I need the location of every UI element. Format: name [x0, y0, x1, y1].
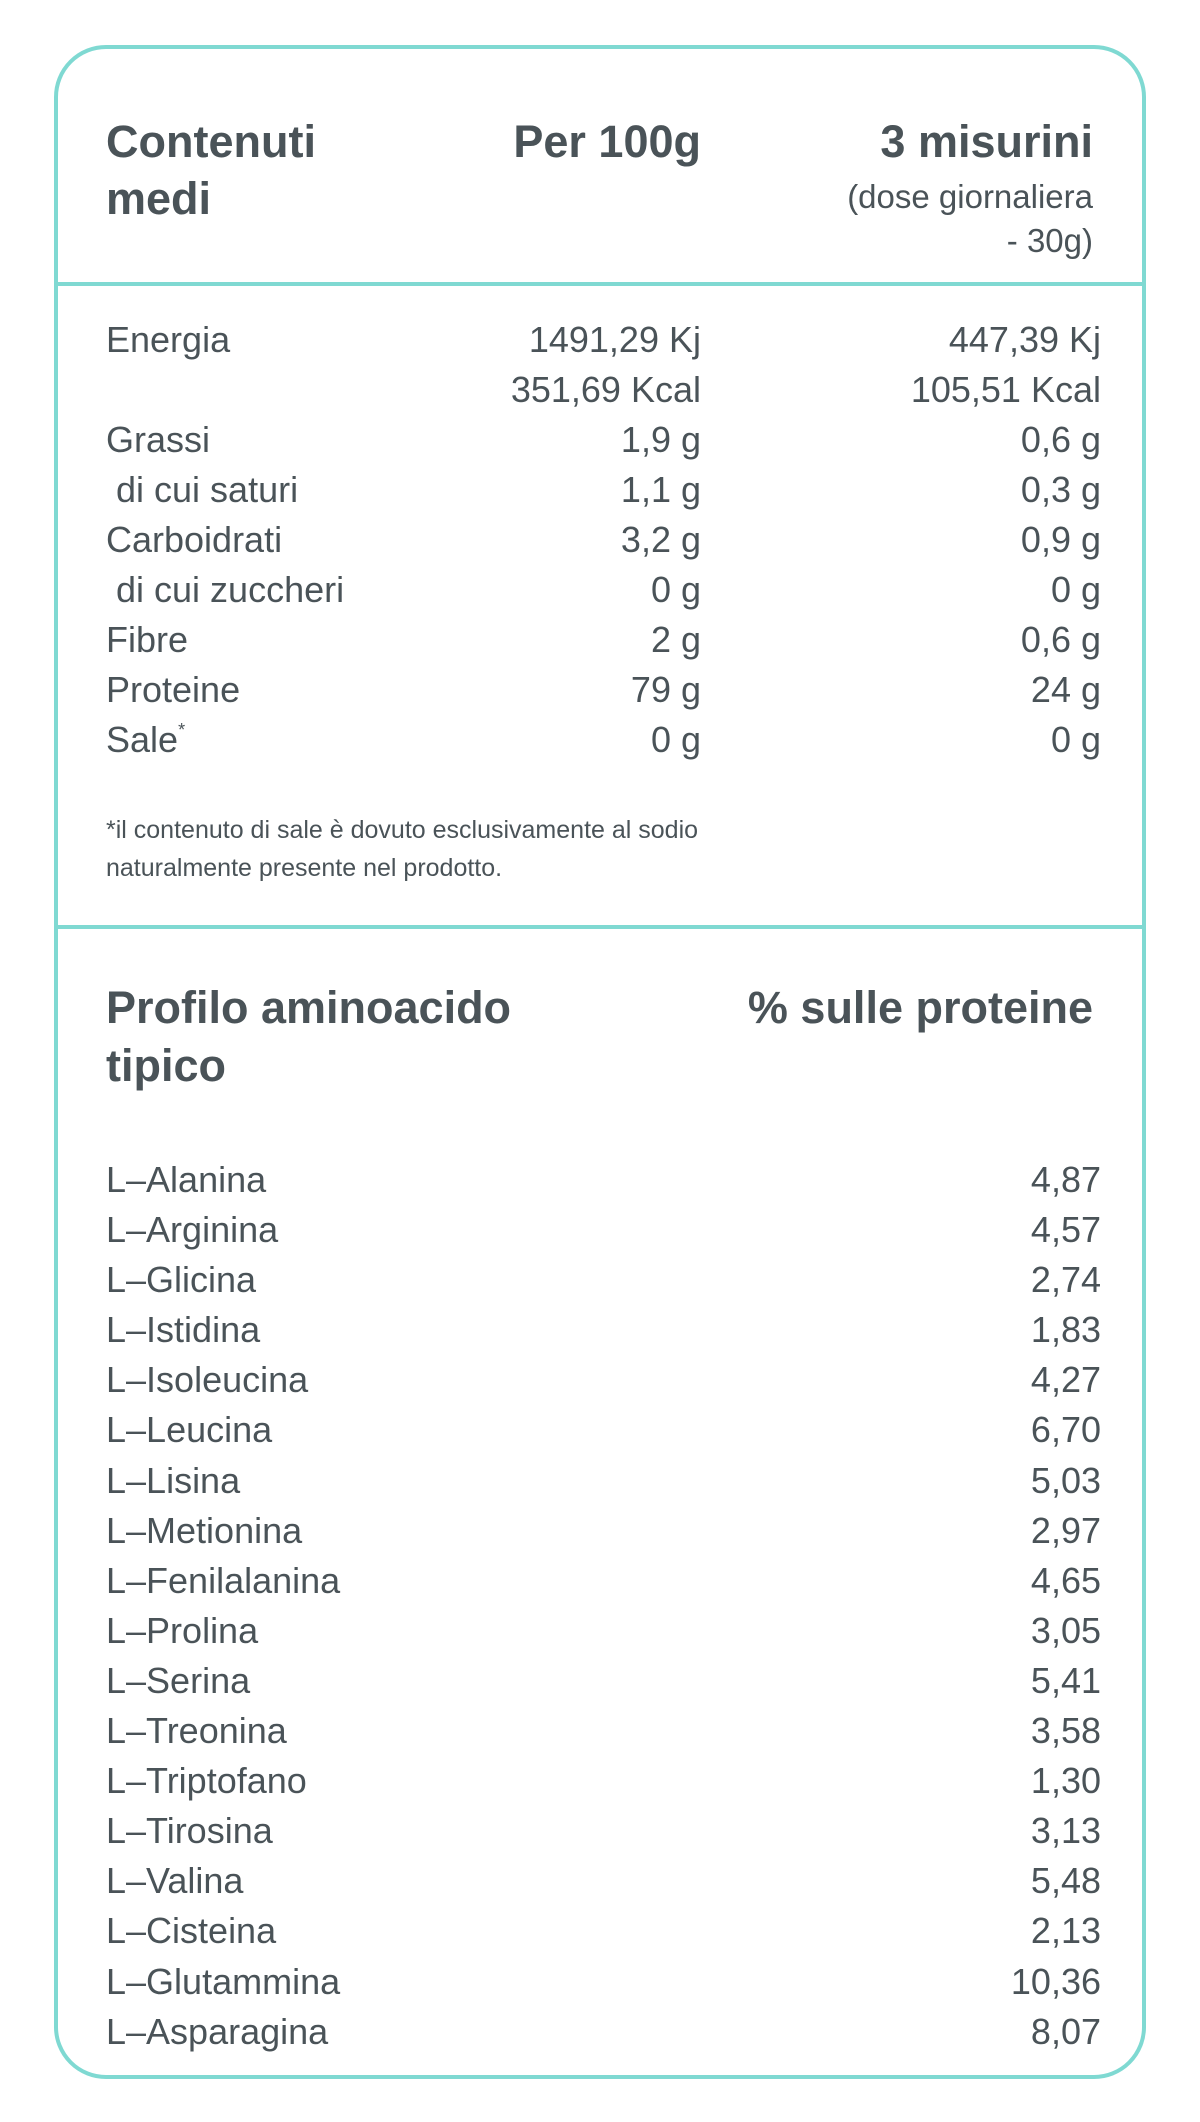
nutrient-label — [106, 715, 185, 765]
nutrient-value: 105,51 Kcal — [910, 369, 1101, 410]
amino-acid-name: L–Isoleucina — [106, 1359, 309, 1401]
nutrient-value: 0 g — [1050, 719, 1101, 760]
amino-acid-value: 5,41 — [1030, 1659, 1101, 1701]
value-per-100g — [621, 465, 701, 515]
nutrition-table — [106, 315, 1101, 765]
nutrient-value: 24 g — [1030, 669, 1101, 710]
nutrient-value: 447,39 Kj — [948, 319, 1101, 360]
nutrient-value: 0,9 g — [1020, 519, 1101, 560]
amino-acid-name: L–Tirosina — [106, 1810, 273, 1852]
amino-acid-row — [106, 1656, 1101, 1706]
amino-acid-row — [106, 1706, 1101, 1756]
nutrient-value: 0,6 g — [1020, 419, 1101, 460]
nutrient-value: 0,6 g — [1020, 619, 1101, 660]
nutrition-row — [106, 515, 1101, 565]
value-per-100g — [651, 565, 701, 615]
nutrient-name: Carboidrati — [106, 519, 283, 560]
value-per-100g — [651, 715, 701, 765]
value-per-dose — [1021, 415, 1101, 465]
value-per-100g — [631, 665, 701, 715]
amino-acid-name: L–Metionina — [106, 1509, 303, 1551]
column-header-daily-dose: 3 misurini — [880, 116, 1093, 167]
amino-acid-row — [106, 1957, 1101, 2007]
amino-acid-value: 3,58 — [1030, 1710, 1101, 1752]
value-per-dose — [911, 315, 1101, 415]
nutrient-value: 79 g — [630, 669, 701, 710]
amino-acid-row — [106, 1556, 1101, 1606]
nutrition-row — [106, 415, 1101, 465]
value-per-dose — [1021, 465, 1101, 515]
value-per-100g — [621, 415, 701, 465]
amino-acid-row — [106, 1405, 1101, 1455]
amino-acid-row — [106, 1606, 1101, 1656]
value-per-dose — [1051, 565, 1101, 615]
amino-acid-value: 1,83 — [1030, 1309, 1101, 1351]
amino-acid-value: 4,57 — [1030, 1209, 1101, 1251]
nutrient-name: di cui saturi — [106, 469, 299, 510]
nutrition-row — [106, 315, 1101, 415]
nutrient-label — [106, 415, 210, 465]
column-header-per-100g: Per 100g — [513, 116, 701, 167]
amino-acid-name: L–Valina — [106, 1860, 244, 1902]
amino-acid-list — [106, 1155, 1101, 2057]
nutrient-name: di cui zuccheri — [106, 569, 345, 610]
amino-acid-value: 3,13 — [1030, 1810, 1101, 1852]
amino-acid-name: L–Glicina — [106, 1259, 257, 1301]
nutrition-row — [106, 565, 1101, 615]
amino-acid-row — [106, 1856, 1101, 1906]
nutrition-row — [106, 715, 1101, 765]
nutrient-value: 1491,29 Kj — [528, 319, 701, 360]
nutrient-label — [106, 315, 230, 365]
divider-top — [58, 282, 1142, 286]
amino-acid-value: 4,65 — [1030, 1559, 1101, 1601]
amino-acid-value: 1,30 — [1030, 1760, 1101, 1802]
nutrition-facts-card — [54, 45, 1146, 2079]
amino-acid-value: 4,87 — [1030, 1159, 1101, 1200]
nutrition-row — [106, 615, 1101, 665]
nutrient-label — [106, 565, 344, 615]
nutrient-name: Proteine — [106, 669, 241, 710]
amino-acid-value: 6,70 — [1030, 1409, 1101, 1451]
amino-acid-name: L–Cisteina — [106, 1910, 277, 1952]
amino-acid-name: L–Glutammina — [106, 1960, 341, 2002]
nutrient-name: Grassi — [106, 419, 211, 460]
amino-acid-row — [106, 1506, 1101, 1556]
nutrient-label — [106, 665, 240, 715]
amino-acid-row — [106, 1305, 1101, 1355]
nutrient-value: 2 g — [650, 619, 701, 660]
amino-acid-value: 2,97 — [1030, 1509, 1101, 1551]
nutrient-value: 0,3 g — [1020, 469, 1101, 510]
nutrient-value: 1,1 g — [620, 469, 701, 510]
amino-acid-name: L–Alanina — [106, 1159, 267, 1200]
amino-acid-value: 3,05 — [1030, 1609, 1101, 1651]
salt-footnote: *il contenuto di sale è dovuto esclusivamente al sodio naturalmente presente nel prodotto. — [106, 816, 699, 882]
amino-acid-value: 5,48 — [1030, 1860, 1101, 1902]
amino-acid-name: L–Serina — [106, 1659, 251, 1701]
nutrient-value: 1,9 g — [620, 419, 701, 460]
amino-acid-value: 10,36 — [1010, 1960, 1101, 2002]
amino-acid-row — [106, 1756, 1101, 1806]
amino-acid-row — [106, 1806, 1101, 1856]
section-title-amino-profile: Profilo aminoacido tipico — [106, 982, 512, 1091]
value-per-100g — [511, 315, 701, 415]
amino-acid-row — [106, 1906, 1101, 1956]
nutrition-row — [106, 465, 1101, 515]
amino-acid-name: L–Leucina — [106, 1409, 273, 1451]
nutrient-label — [106, 615, 188, 665]
value-per-100g — [651, 615, 701, 665]
amino-acid-row — [106, 1255, 1101, 1305]
nutrient-label — [106, 465, 298, 515]
amino-acid-name: L–Triptofano — [106, 1760, 307, 1802]
amino-acid-value: 8,07 — [1030, 2010, 1101, 2052]
amino-acid-name: L–Istidina — [106, 1309, 261, 1351]
daily-dose-note: (dose giornaliera - 30g) — [847, 178, 1093, 259]
amino-acid-value: 2,13 — [1030, 1910, 1101, 1952]
value-per-dose — [1021, 615, 1101, 665]
amino-acid-name: L–Asparagina — [106, 2010, 329, 2052]
amino-acid-row — [106, 2007, 1101, 2057]
value-per-dose — [1051, 715, 1101, 765]
amino-acid-row — [106, 1456, 1101, 1506]
column-header-percent-protein: % sulle proteine — [747, 982, 1093, 1033]
amino-acid-row — [106, 1355, 1101, 1405]
nutrient-name: Energia — [106, 319, 231, 360]
amino-acid-name: L–Prolina — [106, 1609, 259, 1651]
nutrient-name: Sale — [106, 719, 179, 760]
value-per-100g — [621, 515, 701, 565]
amino-acid-value: 2,74 — [1030, 1259, 1101, 1301]
footnote-marker: * — [178, 720, 186, 740]
nutrient-name: Fibre — [106, 619, 189, 660]
nutrient-label — [106, 515, 282, 565]
nutrition-row — [106, 665, 1101, 715]
section-title-contents: Contenuti medi — [106, 116, 316, 224]
nutrient-value: 0 g — [650, 719, 701, 760]
nutrient-value: 3,2 g — [620, 519, 701, 560]
amino-acid-name: L–Fenilalanina — [106, 1559, 341, 1601]
nutrient-value: 351,69 Kcal — [510, 369, 701, 410]
amino-acid-name: L–Treonina — [106, 1710, 287, 1752]
amino-acid-row — [106, 1155, 1101, 1205]
divider-middle — [58, 925, 1142, 929]
amino-acid-value: 5,03 — [1030, 1459, 1101, 1501]
nutrient-value: 0 g — [1050, 569, 1101, 610]
amino-acid-row — [106, 1205, 1101, 1255]
value-per-dose — [1031, 665, 1101, 715]
nutrient-value: 0 g — [650, 569, 701, 610]
amino-acid-name: L–Arginina — [106, 1209, 279, 1251]
amino-acid-name: L–Lisina — [106, 1459, 241, 1501]
amino-acid-value: 4,27 — [1030, 1359, 1101, 1401]
value-per-dose — [1021, 515, 1101, 565]
